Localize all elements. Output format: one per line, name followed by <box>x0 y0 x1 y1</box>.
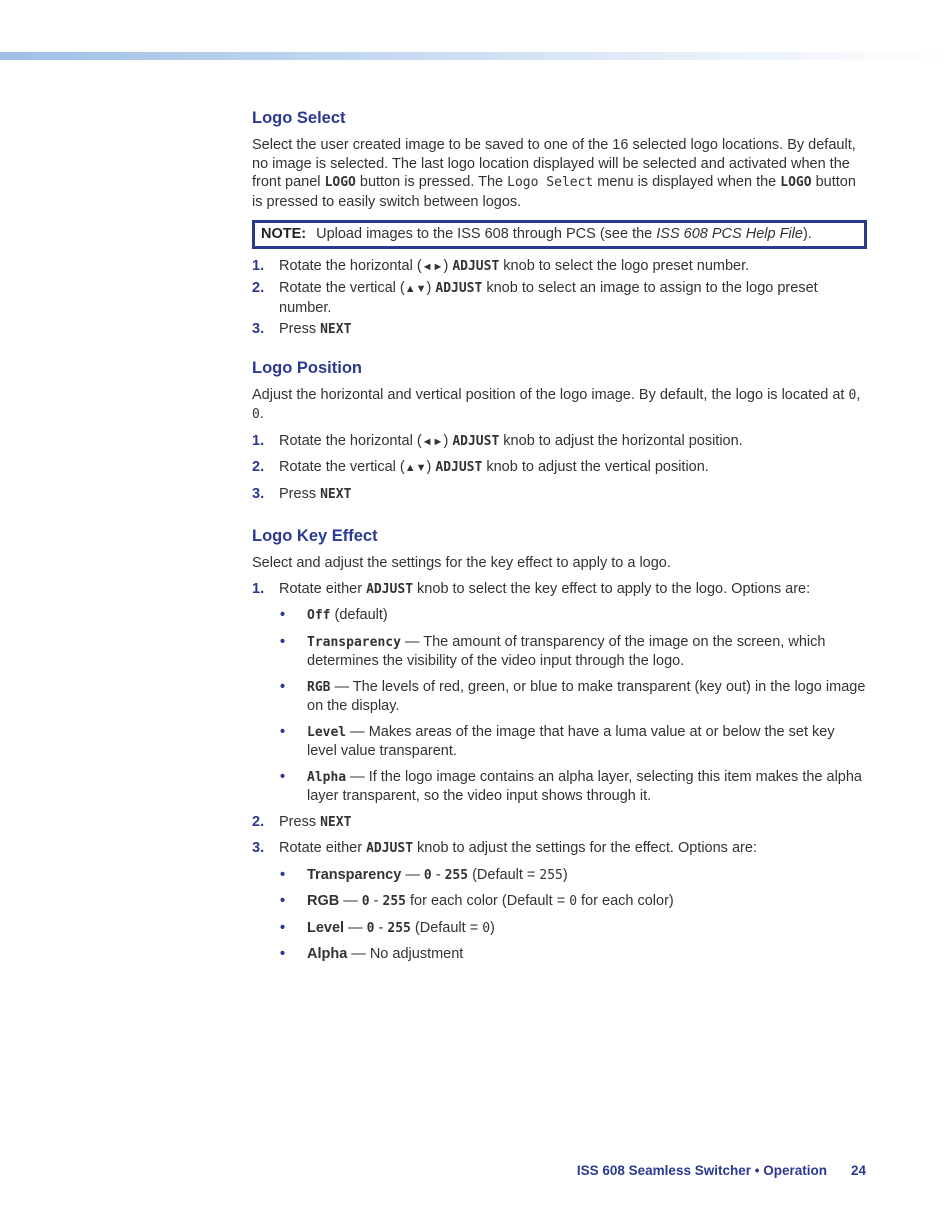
step-number: 1. <box>252 580 265 597</box>
logo-key-intro: Select and adjust the settings for the key effect to apply to a logo. <box>252 555 671 571</box>
text: knob to select an image to assign to the logo preset number. <box>279 280 818 316</box>
text: — Makes areas of the image that have a luma value at or below the set key level value transparent. <box>307 723 835 759</box>
text: button is pressed to easily switch between logos. <box>252 174 856 210</box>
setting-name: RGB <box>307 893 340 909</box>
text: ) <box>426 459 436 475</box>
list-item <box>252 458 867 478</box>
text: Adjust the horizontal and vertical position of the logo image. By default, the logo is located at <box>252 386 849 403</box>
logo-select-paragraph <box>252 136 867 211</box>
text: Rotate the horizontal ( <box>279 432 422 449</box>
note-end: ). <box>802 226 812 242</box>
text: , <box>856 386 861 403</box>
note-label: NOTE: <box>261 226 307 242</box>
text: (Default = <box>410 919 483 936</box>
code-logo: LOGO <box>780 175 812 190</box>
text: knob to select the key effect to apply to the logo. Options are: <box>413 580 811 597</box>
step-number: 2. <box>252 459 265 475</box>
text: - <box>374 919 388 936</box>
text: knob to select the logo preset number. <box>499 257 750 274</box>
list-item <box>279 678 867 716</box>
bullet-icon: • <box>280 723 286 740</box>
text: knob to adjust the horizontal position. <box>499 432 743 449</box>
logo-key-steps <box>252 580 867 964</box>
text: ) <box>426 280 436 296</box>
list-item <box>252 320 867 340</box>
vertical-arrows-icon: ▲▼ <box>404 283 427 295</box>
section-logo-position <box>252 358 867 505</box>
list-item <box>279 919 867 939</box>
key-effect-settings <box>279 866 867 964</box>
bullet-icon: • <box>280 919 286 936</box>
code-option: Level <box>307 724 347 740</box>
list-item <box>252 813 867 833</box>
step-number: 1. <box>252 257 265 274</box>
text: knob to adjust the vertical position. <box>482 459 709 475</box>
header-gradient-bar <box>0 52 950 60</box>
code-default: 255 <box>539 867 563 883</box>
text: — If the logo image contains an alpha layer, selecting this item makes the alpha layer transparent, so the video input shows through it. <box>307 768 862 804</box>
code-min: 0 <box>361 894 370 909</box>
heading-logo-position: Logo Position <box>252 358 362 377</box>
logo-select-steps <box>252 257 867 340</box>
note-italic: ISS 608 PCS Help File <box>656 226 803 242</box>
horizontal-arrows-icon: ◄► <box>421 260 444 273</box>
text: ) <box>443 432 453 449</box>
horizontal-arrows-icon: ◄► <box>421 435 444 448</box>
step-number: 3. <box>252 485 265 502</box>
code-default: 0 <box>482 920 491 936</box>
code-next: NEXT <box>320 486 352 502</box>
code-option: Off <box>307 608 331 623</box>
code-next: NEXT <box>320 814 352 830</box>
text: ) <box>490 919 495 936</box>
code-logo-select: Logo Select <box>507 175 594 190</box>
text: - <box>431 866 445 883</box>
key-effect-options <box>279 606 867 806</box>
code-y: 0 <box>252 407 260 422</box>
text: Press <box>279 813 321 830</box>
list-item <box>279 606 867 626</box>
code-option: Alpha <box>307 769 347 785</box>
list-item <box>279 945 867 964</box>
text: — <box>339 893 362 909</box>
bullet-icon: • <box>280 633 286 650</box>
text: ) <box>562 866 568 883</box>
code-x: 0 <box>848 387 857 403</box>
text: knob to adjust the settings for the effect. Options are: <box>413 840 757 856</box>
code-adjust: ADJUST <box>452 433 500 449</box>
code-max: 255 <box>444 867 469 883</box>
vertical-arrows-icon: ▲▼ <box>404 462 427 474</box>
code-adjust: ADJUST <box>435 460 483 475</box>
text: menu is displayed when the <box>593 174 781 190</box>
text: Rotate the vertical ( <box>279 280 405 296</box>
setting-name: Level <box>307 919 345 936</box>
text: — <box>401 866 424 883</box>
code-option: Transparency <box>307 634 401 650</box>
note-box <box>252 220 867 249</box>
list-item <box>252 279 867 317</box>
list-item <box>279 866 867 886</box>
step-number: 2. <box>252 813 265 830</box>
footer-title: ISS 608 Seamless Switcher • Operation <box>576 1163 827 1178</box>
heading-logo-key-effect: Logo Key Effect <box>252 527 378 545</box>
bullet-icon: • <box>280 866 286 883</box>
page-content <box>252 108 867 964</box>
text: - <box>369 893 383 909</box>
list-item <box>279 633 867 671</box>
text: — <box>344 919 367 936</box>
text: Press <box>279 321 321 337</box>
bullet-icon: • <box>280 678 286 695</box>
text: Rotate the vertical ( <box>279 459 405 475</box>
text: Rotate the horizontal ( <box>279 257 422 274</box>
heading-logo-select: Logo Select <box>252 109 346 127</box>
section-logo-key-effect <box>252 526 867 964</box>
note-text: Upload images to the ISS 608 through PCS (see the <box>316 226 657 242</box>
text: for each color) <box>577 893 674 909</box>
bullet-icon: • <box>280 607 286 623</box>
list-item <box>279 892 867 912</box>
text: button is pressed. The <box>355 174 508 190</box>
step-number: 3. <box>252 840 265 856</box>
text: (default) <box>330 607 388 623</box>
page-footer <box>577 1162 866 1181</box>
code-next: NEXT <box>320 322 352 337</box>
list-item <box>252 839 867 964</box>
code-option: RGB <box>307 679 331 695</box>
text: . <box>259 406 264 422</box>
page-number: 24 <box>850 1163 866 1178</box>
text: — The amount of transparency of the image on the screen, which determines the visibility of the video input through the logo. <box>307 633 826 669</box>
text: ) <box>443 257 453 274</box>
list-item <box>252 580 867 806</box>
step-number: 2. <box>252 280 265 296</box>
code-max: 255 <box>382 894 406 909</box>
step-number: 3. <box>252 321 265 337</box>
bullet-icon: • <box>280 768 286 785</box>
list-item <box>252 257 867 277</box>
code-min: 0 <box>366 920 375 936</box>
code-adjust: ADJUST <box>366 581 414 597</box>
code-adjust: ADJUST <box>366 841 414 856</box>
code-adjust: ADJUST <box>452 258 500 274</box>
code-logo: LOGO <box>324 175 356 190</box>
list-item <box>252 485 867 505</box>
code-min: 0 <box>423 867 432 883</box>
text: Rotate either <box>279 840 367 856</box>
text: Press <box>279 485 321 502</box>
section-logo-select <box>252 108 867 340</box>
list-item <box>279 723 867 761</box>
text: Rotate either <box>279 580 367 597</box>
text: — No adjustment <box>347 946 464 962</box>
setting-name: Alpha <box>307 946 348 962</box>
logo-position-steps <box>252 432 867 505</box>
list-item <box>279 768 867 806</box>
code-default: 0 <box>569 894 578 909</box>
logo-position-paragraph <box>252 386 867 425</box>
text: (Default = <box>468 866 540 883</box>
code-max: 255 <box>387 920 411 936</box>
code-adjust: ADJUST <box>435 281 483 296</box>
bullet-icon: • <box>280 893 286 909</box>
text: Select the user created image to be saved to one of the 16 selected logo locations. By default, no image is selected. The last logo location displayed will be selected and activated when the front panel <box>252 137 856 190</box>
text: — The levels of red, green, or blue to make transparent (key out) in the logo image on the display. <box>307 678 866 714</box>
list-item <box>252 432 867 452</box>
step-number: 1. <box>252 432 265 449</box>
text: for each color (Default = <box>406 893 570 909</box>
setting-name: Transparency <box>307 866 402 883</box>
bullet-icon: • <box>280 946 286 962</box>
